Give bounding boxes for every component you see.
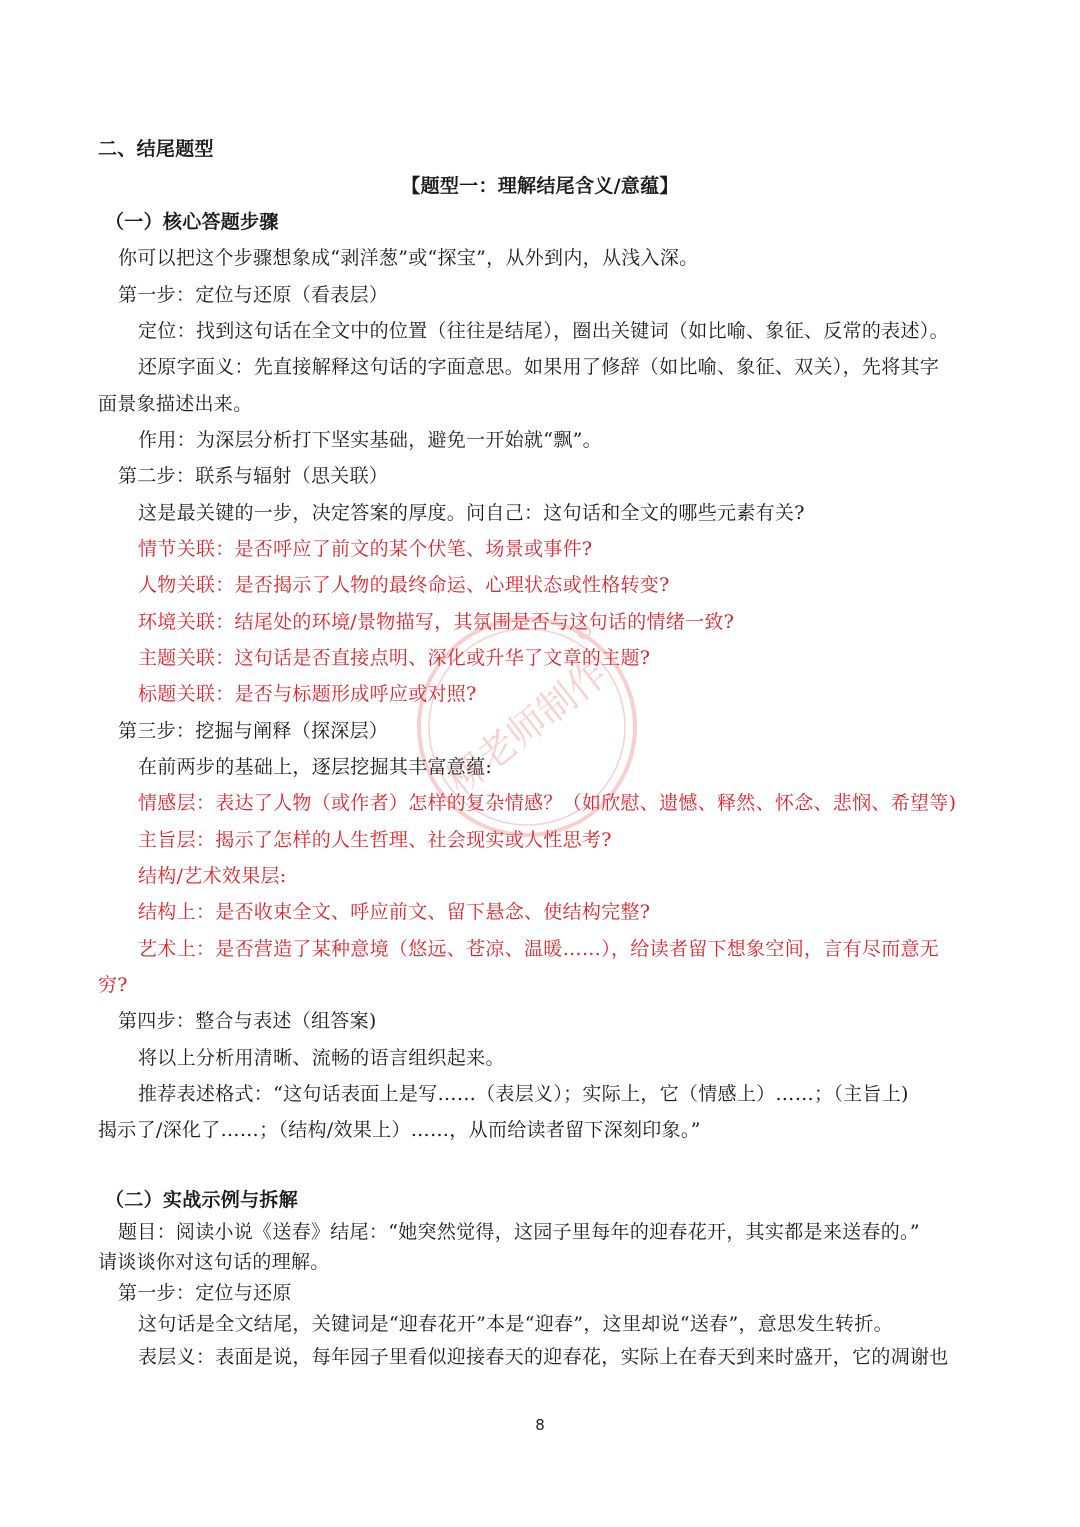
part2-heading: （二）实战示例与拆解 — [105, 1189, 299, 1211]
step3-intro: 在前两步的基础上，逐层挖掘其丰富意蕴: — [138, 756, 493, 778]
part2-surface: 表层义：表面是说，每年园子里看似迎接春天的迎春花，实际上在春天到来时盛开，它的凋谢也 — [138, 1346, 949, 1368]
step4-intro: 将以上分析用清晰、流畅的语言组织起来。 — [138, 1047, 505, 1069]
section-title: 二、结尾题型 — [98, 138, 214, 160]
step2-link-character: 人物关联：是否揭示了人物的最终命运、心理状态或性格转变? — [138, 574, 670, 596]
step2-intro: 这是最关键的一步，决定答案的厚度。问自己：这句话和全文的哪些元素有关? — [138, 502, 805, 524]
step3-art-heading: 结构/艺术效果层: — [138, 865, 287, 887]
step1-effect: 作用：为深层分析打下坚实基础，避免一开始就“飘”。 — [138, 429, 602, 451]
step2-link-title: 标题关联：是否与标题形成呼应或对照? — [138, 683, 477, 705]
step3-art-line2: 穷? — [98, 974, 128, 996]
step4-format-line2: 揭示了/深化了……；（结构/效果上）……，从而给读者留下深刻印象。” — [98, 1119, 701, 1141]
svg-text:柳老师制作: 柳老师制作 — [438, 651, 616, 803]
step3-structure: 结构上：是否收束全文、呼应前文、留下悬念、使结构完整? — [138, 901, 651, 923]
part2-question-line2: 请谈谈你对这句话的理解。 — [98, 1251, 330, 1273]
part2-locate: 这句话是全文结尾，关键词是“迎春花开”本是“迎春”，这里却说“送春”，意思发生转折。 — [138, 1313, 893, 1335]
step3-art-line1: 艺术上：是否营造了某种意境（悠远、苍凉、温暖……），给读者留下想象空间，言有尽而意无 — [138, 938, 940, 960]
step1-title: 第一步：定位与还原（看表层） — [118, 284, 389, 306]
step3-theme: 主旨层：揭示了怎样的人生哲理、社会现实或人性思考? — [138, 829, 612, 851]
step1-restore-line1: 还原字面义：先直接解释这句话的字面意思。如果用了修辞（如比喻、象征、双关），先将其字 — [138, 356, 940, 378]
step1-locate: 定位：找到这句话在全文中的位置（往往是结尾），圈出关键词（如比喻、象征、反常的表述）。 — [138, 320, 949, 342]
step2-link-theme: 主题关联：这句话是否直接点明、深化或升华了文章的主题? — [138, 647, 651, 669]
step1-restore-line2: 面景象描述出来。 — [98, 393, 253, 415]
page-number: 8 — [535, 1416, 545, 1434]
part1-intro: 你可以把这个步骤想象成“剥洋葱”或“探宝”，从外到内，从浅入深。 — [118, 247, 699, 269]
step2-link-environment: 环境关联：结尾处的环境/景物描写，其氛围是否与这句话的情绪一致? — [138, 611, 735, 633]
part2-step1-title: 第一步：定位与还原 — [118, 1282, 292, 1304]
step4-title: 第四步：整合与表述（组答案) — [118, 1010, 377, 1032]
step2-link-plot: 情节关联：是否呼应了前文的某个伏笔、场景或事件? — [138, 538, 593, 560]
step2-title: 第二步：联系与辐射（思关联） — [118, 465, 389, 487]
type-heading: 【题型一：理解结尾含义/意蕴】 — [401, 175, 679, 197]
part1-heading: （一）核心答题步骤 — [105, 211, 279, 233]
step4-format-line1: 推荐表述格式：“这句话表面上是写……（表层义）；实际上，它（情感上）……；（主旨上) — [138, 1083, 909, 1105]
step3-title: 第三步：挖掘与阐释（探深层） — [118, 720, 389, 742]
part2-question-line1: 题目：阅读小说《送春》结尾：“她突然觉得，这园子里每年的迎春花开，其实都是来送春的。” — [118, 1221, 920, 1243]
step3-emotion: 情感层：表达了人物（或作者）怎样的复杂情感？（如欣慰、遗憾、释然、怀念、悲悯、希望等) — [138, 792, 957, 814]
